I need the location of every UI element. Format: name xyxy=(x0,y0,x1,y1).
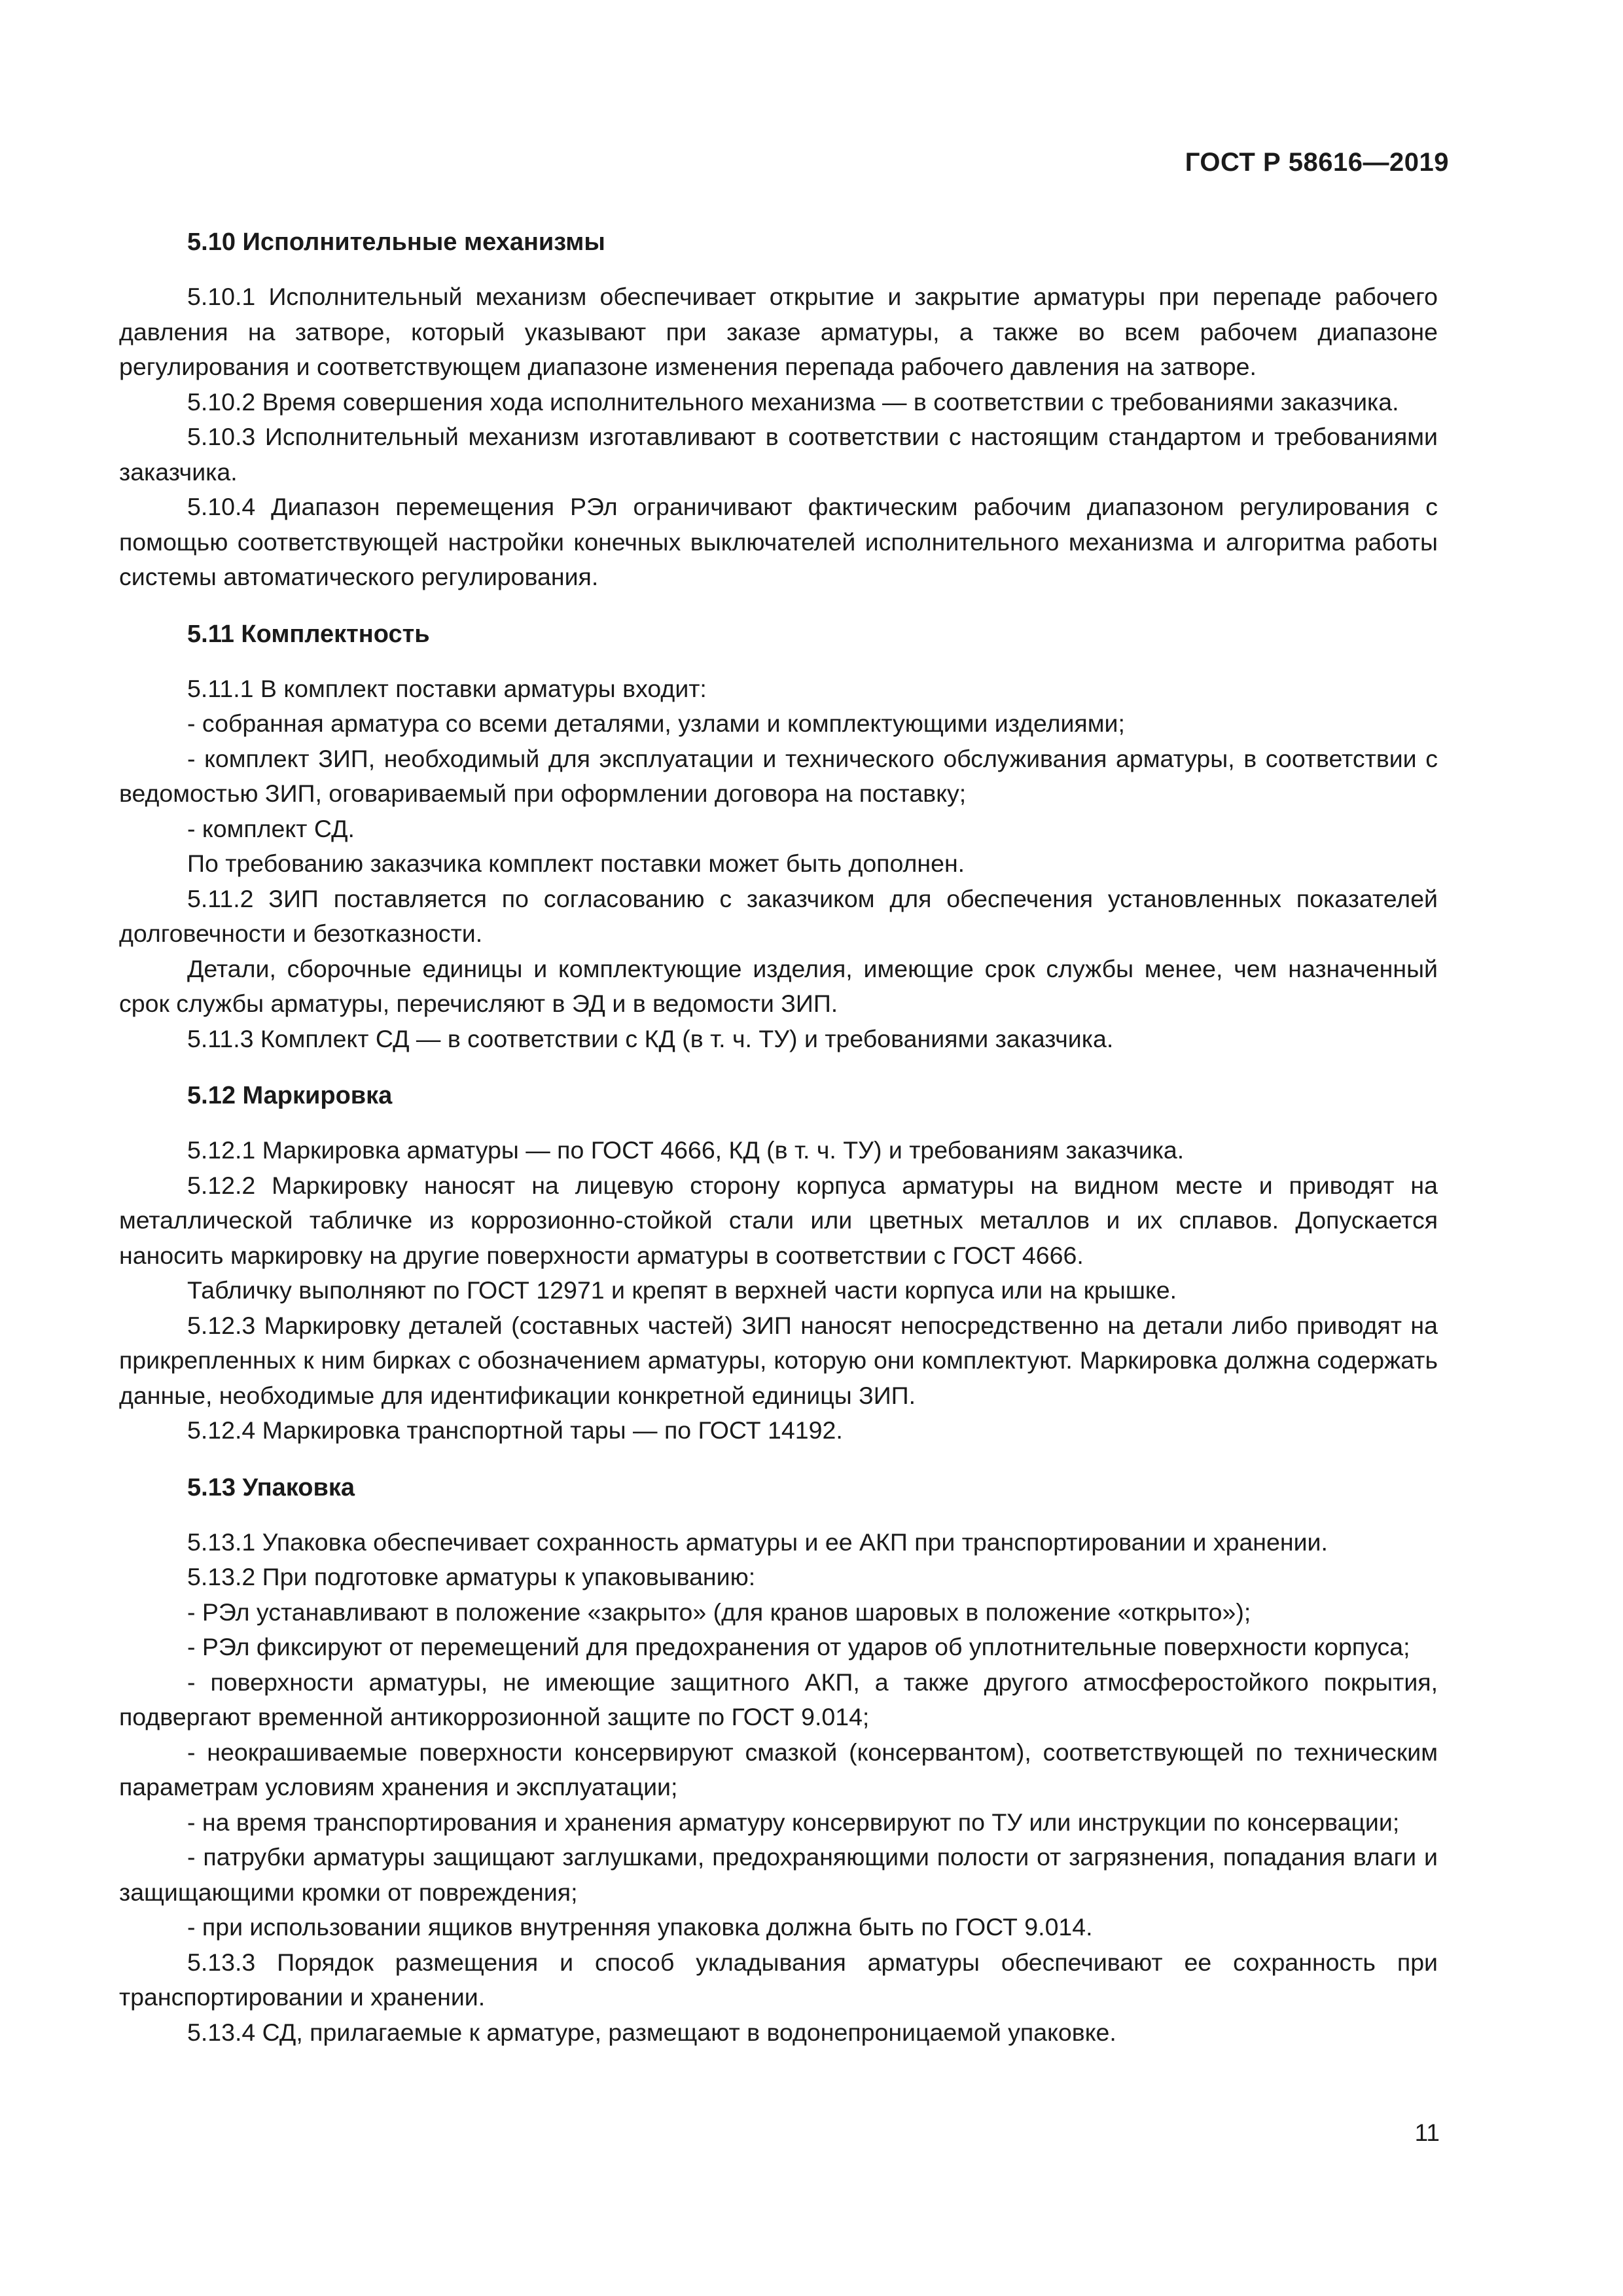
section-heading: 5.13 Упаковка xyxy=(187,1473,355,1501)
paragraph: 5.10.1 Исполнительный механизм обеспечивает открытие и закрытие арматуры при перепаде рабочего давления на затворе, который указывают при заказе арматуры, а также во всем рабочем диапазоне регулирования и соответствующем диапазоне изменения перепада рабочего давления на затворе. xyxy=(119,283,1438,380)
paragraph: 5.13.4 СД, прилагаемые к арматуре, размещают в водонепроницаемой упаковке. xyxy=(187,2018,1116,2046)
list-item: - при использовании ящиков внутренняя упаковка должна быть по ГОСТ 9.014. xyxy=(187,1913,1093,1941)
paragraph: 5.12.1 Маркировка арматуры — по ГОСТ 4666, КД (в т. ч. ТУ) и требованиям заказчика. xyxy=(187,1136,1185,1164)
list-item: - патрубки арматуры защищают заглушками, предохраняющими полости от загрязнения, попадания влаги и защищающими кромки от повреждения; xyxy=(119,1843,1438,1906)
document-body xyxy=(119,225,1438,2050)
paragraph: 5.13.3 Порядок размещения и способ укладывания арматуры обеспечивают ее сохранность при транспортировании и хранении. xyxy=(119,1948,1438,2011)
list-item: - неокрашиваемые поверхности консервируют смазкой (консервантом), соответствующей по техническим параметрам условиям хранения и эксплуатации; xyxy=(119,1738,1438,1801)
paragraph: Детали, сборочные единицы и комплектующие изделия, имеющие срок службы менее, чем назначенный срок службы арматуры, перечисляют в ЭД и в ведомости ЗИП. xyxy=(119,954,1438,1017)
paragraph: По требованию заказчика комплект поставки может быть дополнен. xyxy=(187,850,965,877)
paragraph: 5.10.4 Диапазон перемещения РЭл ограничивают фактическим рабочим диапазоном регулирования с помощью соответствующей настройки конечных выключателей исполнительного механизма и алгоритма работы системы автоматического регулирования. xyxy=(119,493,1438,590)
paragraph: 5.13.2 При подготовке арматуры к упаковыванию: xyxy=(187,1563,756,1590)
paragraph: 5.13.1 Упаковка обеспечивает сохранность арматуры и ее АКП при транспортировании и хранении. xyxy=(187,1528,1328,1556)
section-heading: 5.12 Маркировка xyxy=(187,1082,393,1109)
list-item: - собранная арматура со всеми деталями, узлами и комплектующими изделиями; xyxy=(187,709,1125,737)
section-heading: 5.11 Комплектность xyxy=(187,620,430,648)
page-number: 11 xyxy=(1414,2119,1440,2146)
list-item: - комплект СД. xyxy=(187,814,355,842)
paragraph: 5.11.2 ЗИП поставляется по согласованию с заказчиком для обеспечения установленных показателей долговечности и безотказности. xyxy=(119,884,1438,947)
list-item: - на время транспортирования и хранения арматуру консервируют по ТУ или инструкции по консервации; xyxy=(187,1808,1400,1836)
paragraph: 5.12.2 Маркировку наносят на лицевую сторону корпуса арматуры на видном месте и приводят на металлической табличке из коррозионно-стойкой стали или цветных металлов и их сплавов. Допускается наносить маркировку на другие поверхности арматуры в соответствии с ГОСТ 4666. xyxy=(119,1171,1438,1269)
list-item: - РЭл устанавливают в положение «закрыто» (для кранов шаровых в положение «открыто»); xyxy=(187,1598,1251,1626)
paragraph: 5.12.4 Маркировка транспортной тары — по ГОСТ 14192. xyxy=(187,1416,843,1444)
list-item: - поверхности арматуры, не имеющие защитного АКП, а также другого атмосферостойкого покрытия, подвергают временной антикоррозионной защите по ГОСТ 9.014; xyxy=(119,1668,1438,1731)
paragraph: 5.10.2 Время совершения хода исполнительного механизма — в соответствии с требованиями заказчика. xyxy=(187,387,1399,416)
section-heading: 5.10 Исполнительные механизмы xyxy=(187,228,605,256)
paragraph: 5.12.3 Маркировку деталей (составных частей) ЗИП наносят непосредственно на детали либо приводят на прикрепленных к ним бирках с обозначением арматуры, которую они комплектуют. Маркировка должна содержать данные, необходимые для идентификации конкретной единицы ЗИП. xyxy=(119,1311,1438,1409)
paragraph: 5.10.3 Исполнительный механизм изготавливают в соответствии с настоящим стандартом и требованиями заказчика. xyxy=(119,423,1438,486)
document-code-header: ГОСТ Р 58616—2019 xyxy=(1185,148,1449,177)
paragraph: Табличку выполняют по ГОСТ 12971 и крепят в верхней части корпуса или на крышке. xyxy=(187,1276,1177,1304)
list-item: - комплект ЗИП, необходимый для эксплуатации и технического обслуживания арматуры, в соответствии с ведомостью ЗИП, оговариваемый при оформлении договора на поставку; xyxy=(119,744,1438,807)
paragraph: 5.11.3 Комплект СД — в соответствии с КД (в т. ч. ТУ) и требованиями заказчика. xyxy=(187,1024,1114,1052)
list-item: - РЭл фиксируют от перемещений для предохранения от ударов об уплотнительные поверхности корпуса; xyxy=(187,1633,1410,1660)
paragraph: 5.11.1 В комплект поставки арматуры входит: xyxy=(187,674,707,702)
